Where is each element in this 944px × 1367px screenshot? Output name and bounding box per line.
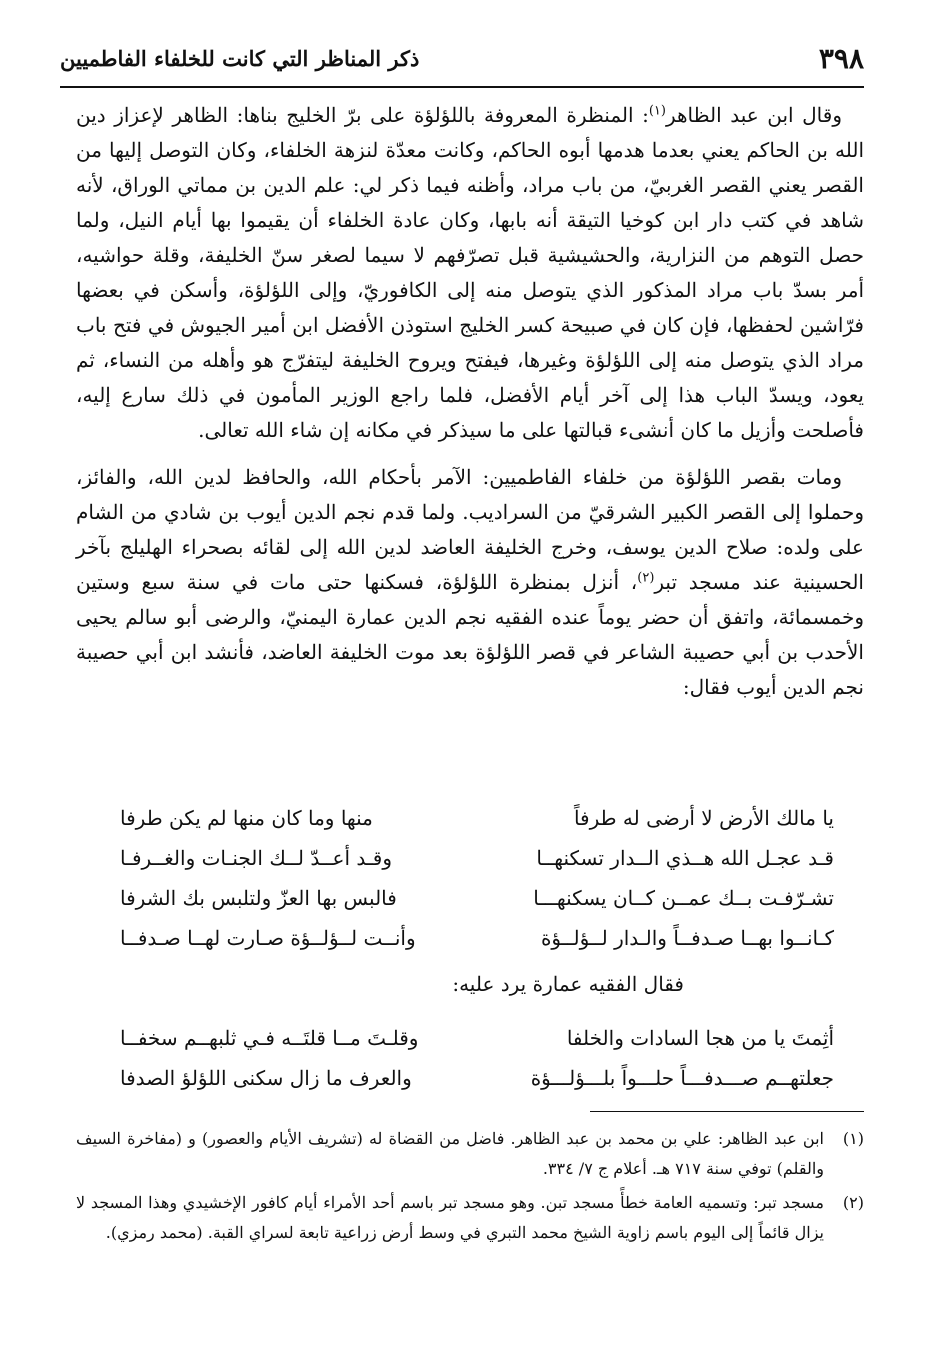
verse: [120, 878, 834, 918]
footnote: [76, 1124, 864, 1184]
footnote-text: ابن عبد الظاهر: علي بن محمد بن عبد الظاهر. فاضل من القضاة له (تشريف الأيام والعصور) و (مفاخرة السيف والقلم) توفي سنة ٧١٧ هـ. أعلام ج ٧/ ٣٣٤.: [76, 1129, 824, 1178]
verse: [120, 1018, 834, 1058]
paragraph-text: : المنظرة المعروفة باللؤلؤة على برّ الخليج بناها: الظاهر لإعزاز دين الله بن الحاكم يعني بعدما هدمها أبوه الحاكم، وكانت معدّة لنزهة الخلفاء، وكان التوصل إليها من القصر يعني القصر الغربيّ، من باب مراد، وأظنه فيما ذكر لي: علم الدين بن مماتي الوراق، لأنه شاهد في كتب دار ابن كوخيا التيقة أنه بابها، وكان عادة الخلفاء أن يقيموا بها أيام النيل، ولما حصل التوهم من النزارية، والحشيشية قبل تصرّفهم لا سيما لصغر سنّ الخليفة، وقلة حواشيه، أمر بسدّ باب مراد المذكور الذي يتوصل منه إلى الكافوريّ، وإلى اللؤلؤة، وأسكن في بعضها فرّاشين لحفظها، فإن كان في صبيحة كسر الخليج استوذن الأفضل ابن أمير الجيوش في فتح باب مراد الذي يتوصل منه إلى اللؤلؤة وغيرها، فيفتح ويروح الخليفة ليتفرّج هو وأهله من النساء، ثم يعود، ويسدّ الباب هذا إلى آخر أيام الأفضل، فلما راجع الوزير المأمون في ذلك سارع إليه، فأصلحت وأزيل ما كان أنشىء قبالتها على ما سيذكر في مكانه إن شاء الله تعالى.: [76, 103, 865, 442]
paragraph-text: وقال ابن عبد الظاهر: [665, 103, 842, 127]
verse-first-hemistich: كـانــوا بهــا صـدفــاً والـدار لــؤلــؤة: [540, 926, 834, 950]
page-header: [60, 30, 864, 88]
verse-first-hemistich: تشـرّفـت بــك عمــن كــان يسكنهـــا: [533, 886, 834, 910]
poem-second: [120, 1018, 834, 1098]
footnote-number: (١): [842, 1129, 864, 1148]
verse-first-hemistich: أثِمتَ يا من هجا السادات والخلفا: [566, 1026, 834, 1050]
paragraph: [76, 460, 864, 705]
verse: [120, 918, 834, 958]
poem-first: [120, 798, 834, 958]
verse-first-hemistich: قـد عجـل الله هــذي الــدار تسكنهــا: [536, 846, 834, 870]
verse-second-hemistich: وقلـتَ مــا قلتَــه فـي ثلبهــم سخفــا: [120, 1026, 419, 1050]
page-number: ٣٩٨: [818, 41, 864, 75]
footnote-reference: (٢): [637, 570, 655, 586]
verse-second-hemistich: فالبس بها العزّ ولتلبس بك الشرفا: [120, 886, 397, 910]
verse-second-hemistich: والعرف ما زال سكنى اللؤلؤ الصدفا: [120, 1066, 412, 1090]
footnote-reference: (١): [648, 103, 666, 119]
verse-first-hemistich: جعلتهــم صـــدفـــاً حلـــواً بلـــؤلـــؤة: [530, 1066, 834, 1090]
verse: [120, 1058, 834, 1098]
paragraph: [76, 98, 864, 448]
verse-second-hemistich: منها وما كان منها لم يكن طرفا: [120, 806, 373, 830]
poem-intro: فقال الفقيه عمارة يرد عليه:: [452, 972, 684, 996]
verse-first-hemistich: يا مالك الأرض لا أرضى له طرفاً: [573, 806, 834, 830]
footnote-text: مسجد تبر: وتسميه العامة خطأً مسجد تبن. وهو مسجد تبر باسم أحد الأمراء أيام كافور الإخشيدي وهذا المسجد لا يزال قائماً إلى اليوم باسم زاوية الشيخ محمد التبري في وسط أرض زراعية تابعة لسراي القبة. (محمد رمزي).: [76, 1193, 824, 1242]
verse: [120, 798, 834, 838]
footnote-number: (٢): [842, 1193, 864, 1212]
running-title: ذكر المناظر التي كانت للخلفاء الفاطميين: [60, 45, 420, 71]
paragraph-text: ومات بقصر اللؤلؤة من خلفاء الفاطميين: الآمر بأحكام الله، والحافظ لدين الله، والفائز، وحملوا إلى القصر الكبير الشرقيّ من السراديب. ولما قدم نجم الدين أيوب بن شادي من الشام على ولده: صلاح الدين يوسف، وخرج الخليفة العاضد لدين الله إلى لقائه بصحراء الهليلج بآخر الحسينية عند مسجد تبر: [76, 465, 864, 594]
verse-second-hemistich: وقـد أعــدّ لــك الجنـات والغــرفـا: [120, 846, 392, 870]
footnote-divider: [590, 1111, 864, 1112]
footnote: [76, 1188, 864, 1248]
verse: [120, 838, 834, 878]
verse-second-hemistich: وأنــت لــؤلــؤة صـارت لهــا صـدفــا: [120, 926, 416, 950]
footnotes: [76, 1124, 864, 1248]
paragraph-text: ، أنزل بمنظرة اللؤلؤة، فسكنها حتى مات في سنة سبع وستين وخمسمائة، واتفق أن حضر يوماً عنده الفقيه نجم الدين عمارة اليمنيّ، والرضى أبو سالم يحيى الأحدب بن أبي حصيبة الشاعر في قصر اللؤلؤة بعد موت الخليفة العاضد، فأنشد ابن أبي حصيبة نجم الدين أيوب فقال:: [76, 570, 864, 699]
main-text: [76, 98, 864, 705]
